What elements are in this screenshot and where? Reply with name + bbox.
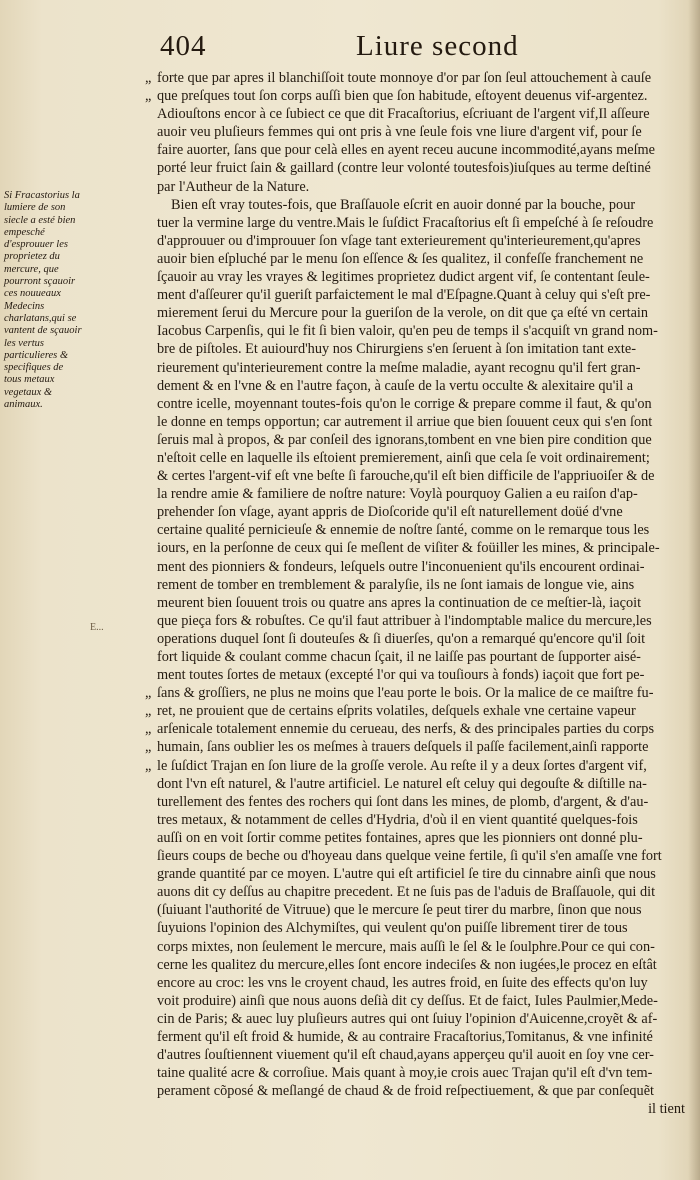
text-line (157, 956, 685, 974)
line-text: Iacobus Carpenſis, qui le fit ſi bien valoir, qu'en peu de temps il s'acquiſt vn grand nom- (157, 323, 658, 340)
line-text: forte que par apres il blanchiſſoit toute monnoye d'or par ſon ſeul attouchement à cauſe (157, 70, 652, 86)
line-text: tuer la vermine large du ventre.Mais le ſuſdict Fracaſtorius eſt ſi empeſché à ſe reſoudre (157, 214, 654, 231)
line-text: faire auorter, ſans que pour celà elles en ayent receu aucune incommodité,ayans meſme (157, 142, 656, 159)
text-line (157, 322, 685, 340)
text-line (145, 69, 685, 87)
line-text: Adiouſtons encor à ce ſubiect ce que dit Fracaſtorius, eſcriuant de l'argent vif,Il aſſeure (157, 106, 650, 123)
quotation-mark: „ (145, 88, 152, 105)
text-line (157, 141, 685, 159)
text-line (157, 938, 685, 956)
text-line (157, 974, 685, 992)
line-text: cin de Paris; & auec luy pluſieurs autres qui ont ſuiuy l'opinion d'Auicenne,croyẽt & af- (157, 1010, 658, 1027)
line-text: arſenicale totalement ennemie du cerueau, des nerfs, & des principales parties du corps (157, 721, 655, 738)
quotation-mark: „ (145, 685, 152, 702)
text-line (157, 521, 685, 539)
quotation-mark: „ (145, 721, 152, 738)
line-text: humain, ſans oublier les os meſmes à trauers deſquels il paſſe facilement,ainſi rapporte (157, 739, 649, 756)
text-line (157, 503, 685, 521)
line-text: ſans & groſſiers, ne plus ne moins que l'eau porte le bois. Or la malice de ce maiſtre fu- (157, 685, 654, 702)
line-text: Bien eſt vray toutes-fois, que Braſſauole eſcrit en auoir donné par la bouche, pour (171, 196, 636, 213)
text-line (157, 919, 685, 937)
line-text: par l'Autheur de la Nature. (157, 178, 310, 195)
text-line (157, 847, 685, 865)
line-text: il tient (648, 1101, 685, 1118)
body-text (145, 69, 685, 1118)
line-text: mierement ſerui du Mercure pour la gueriſon de la verole, on dit que ça eſté vn certain (157, 305, 649, 322)
text-line (145, 738, 685, 756)
line-text: ſçauoir au vray les vrayes & legitimes proprietez dudict argent vif, ſe contentant ſeule- (157, 269, 650, 286)
text-line (157, 449, 685, 467)
text-line (157, 359, 685, 377)
text-line (157, 467, 685, 485)
line-text: perament cõposé & meſlangé de chaud & de froid reſpectiuement, & que par conſequẽt (157, 1083, 655, 1100)
line-text: que pieça fors & robuſtes. Ce qu'il faut attribuer à l'indomptable malice du mercure,les (157, 612, 652, 629)
page-header (0, 26, 700, 66)
line-text: rieurement qu'interieurement contre la meſme maladie, ayant recognu qu'il fert gran- (157, 359, 641, 376)
quotation-mark: „ (145, 757, 152, 774)
text-line (157, 413, 685, 431)
text-line (157, 178, 685, 196)
line-text: ment d'aſſeurer qu'il gueriſt parfaictement le mal d'Eſpagne.Quant à celuy qui s'eſt pre- (157, 287, 651, 304)
quotation-mark: „ (145, 703, 152, 720)
line-text: voit produire) ainſi que nous auons deſià dit cy deſſus. Et de faict, Iules Paulmier,Mede- (157, 992, 658, 1009)
line-text: que preſques tout ſon corps auſſi bien que ſon habitude, eſtoyent deuenus vif-argentez. (157, 88, 648, 105)
text-line (157, 286, 685, 304)
line-text: & certes l'argent-vif eſt vne beſte ſi farouche,qu'il eſt bien difficile de l'appriuoiſer & de (157, 468, 655, 485)
text-line (157, 1082, 685, 1100)
line-text: corps mixtes, non ſeulement le mercure, mais auſſi le ſel & le ſoulphre.Pour ce qui con- (157, 938, 655, 955)
text-line (157, 775, 685, 793)
quotation-mark: „ (145, 739, 152, 756)
text-line (157, 648, 685, 666)
line-text: ment des pionniers & fondeurs, leſquels outre l'inconuenient qu'ils encourent ordinai- (157, 558, 645, 575)
text-line (157, 992, 685, 1010)
line-text: ſieurs coups de beche ou d'hoyeau dans quelque veine fertile, ſi qu'il s'en amaſſe vne fort (157, 848, 662, 865)
line-text: ferment qu'il eſt froid & humide, & au contraire Fracaſtorius,Tomitanus, & vne infinité (157, 1028, 653, 1045)
text-line (157, 250, 685, 268)
line-text: le donne en temps opportun; car autrement il arriue que bien ſouuent ceux qui s'en ſont (157, 413, 653, 430)
line-text: bre de piſtoles. Et auiourd'huy nos Chirurgiens s'en ſeruent à ſon imitation tant exte- (157, 341, 636, 358)
line-text: le ſuſdict Trajan en ſon liure de la groſſe verole. Au reſte il y a deux ſortes d'argent vif, (157, 757, 647, 774)
line-text: iours, en la perſonne de ceux qui ſe meſlent de viſiter & foüiller les mines, & principale- (157, 540, 660, 557)
line-text: ment toutes ſortes de metaux (excepté l'or qui va touſiours à fonds) iaçoit que fort pe- (157, 667, 645, 684)
line-text: taine qualité acre & corroſiue. Mais quant à moy,ie crois auec Trajan qu'il eſt d'vn tem- (157, 1065, 653, 1082)
text-line (157, 485, 685, 503)
line-text: auoir veu pluſieurs femmes qui ont pris à vne ſeule fois vne liure d'argent vif, pour ſe (157, 124, 642, 141)
text-line (157, 558, 685, 576)
text-line (157, 105, 685, 123)
line-text: grande quantité par ce moyen. L'autre qui eſt artificiel ſe tire du cinnabre ainſi que nous (157, 866, 656, 883)
line-text: auſſi on en voit ſortir comme petites fontaines, apres que les pionniers ont donné plu- (157, 829, 643, 846)
text-line (157, 811, 685, 829)
line-text: ſuyuions l'opinion des Alchymiſtes, qui veulent qu'on puiſſe librement tirer de tous (157, 920, 628, 937)
text-line (157, 612, 685, 630)
text-line (157, 431, 685, 449)
text-line (157, 1100, 685, 1118)
line-text: turellement des fentes des rochers qui ſont dans les mines, de plomb, d'argent, & d'au- (157, 793, 649, 810)
line-text: auoir bien eſpluché par le menu ſon eſſence & ſes qualitez, il confeſſe franchement ne (157, 250, 644, 267)
line-text: dont l'vn eſt naturel, & l'autre artificiel. Le naturel eſt celuy qui degouſte & diſtille na- (157, 775, 647, 792)
text-line (157, 232, 685, 250)
page-number: 404 (160, 30, 207, 62)
text-line (145, 720, 685, 738)
line-text: la rendre amie & familiere de noſtre nature: Voylà pourquoy Galien a eu raiſon d'ap- (157, 486, 638, 503)
line-text: operations duquel ſont ſi douteuſes & ſi diuerſes, qu'on a remarqué qu'encore qu'il ſoit (157, 630, 646, 647)
margin-note: Si Fracastorius la lumiere de son siecle a esté bien empesché d'esprouuer les proprietez du mercure, que pourront sçauoir ces nouueaux Medecins charlatans,qui se vantent de sçauoir les vertus particulieres & specifiques de tous metaux vegetaux & animaux. (4, 190, 82, 411)
text-line (157, 539, 685, 557)
text-line (157, 576, 685, 594)
line-text: encore au croc: les vns le croyent chaud, les autres froid, en ſuite des effects qu'on luy (157, 974, 648, 991)
line-text: auons dit cy deſſus au chapitre precedent. Et ne ſuis pas de l'aduis de Braſſauole, qui dit (157, 884, 656, 901)
text-line (157, 377, 685, 395)
text-line (157, 901, 685, 919)
line-text: fort liquide & coulant comme chacun ſçait, il ne laiſſe pas pourtant de ſupporter aisé- (157, 649, 641, 665)
line-text: cerne les qualitez du mercure,elles ſont encore indeciſes & non iugées,le procez en eſtât (157, 956, 657, 973)
text-line (157, 340, 685, 358)
line-text: n'eſtoit celle en laquelle ils eſtoient premierement, ainſi que cela ſe voit ordinairement; (157, 449, 650, 466)
line-text: rement de tomber en tremblement & paralyſie, ils ne ſont iamais de longue vie, ains (157, 576, 635, 593)
line-text: meurent bien ſouuent trois ou quatre ans apres la continuation de ce meſtier-là, iaçoit (157, 594, 642, 611)
text-line (157, 395, 685, 413)
quotation-mark: „ (145, 70, 152, 86)
text-line (145, 684, 685, 702)
text-line (157, 1028, 685, 1046)
marginal-stray-mark: E... (90, 622, 104, 633)
text-line (157, 1064, 685, 1082)
line-text: ſeruis mal à propos, & par conſeil des ignorans,tombent en vne bien pire condition que (157, 431, 652, 448)
line-text: (ſuiuant l'authorité de Vitruue) que le mercure ſe peut tirer du marbre, ſinon que nous (157, 902, 642, 919)
line-text: ret, ne prouient que de certains eſprits volatiles, deſquels exhale vne certaine vapeur (157, 703, 636, 720)
line-text: contre icelle, moyennant toutes-fois qu'on le corrige & prepare comme il faut, & qu'on (157, 395, 652, 412)
line-text: d'approuuer ou d'improuuer ſon vſage tant exterieurement qu'interieurement,qu'apres (157, 232, 641, 249)
line-text: dement & en l'vne & en l'autre façon, à cauſe de la vertu occulte & alexitaire qu'il a (157, 377, 634, 394)
text-line (145, 702, 685, 720)
line-text: d'autres ſouſtiennent viuement qu'il eſt chaud,ayans apperçeu qu'il auoit en ſoy vne cer- (157, 1047, 654, 1064)
text-line (157, 829, 685, 847)
text-line (145, 87, 685, 105)
text-line (157, 594, 685, 612)
text-line (157, 123, 685, 141)
line-text: tres metaux, & notamment de celles d'Hydria, d'où il en vient quantité quelques-fois (157, 811, 638, 828)
text-line (157, 1046, 685, 1064)
line-text: prehender ſon vſage, ayant appris de Dioſcoride qu'il eſt naturellement doüé d'vne (157, 504, 623, 521)
text-line (157, 630, 685, 648)
text-line (157, 1010, 685, 1028)
text-line (157, 196, 685, 214)
running-title: Liure second (356, 30, 519, 62)
text-line (157, 159, 685, 177)
text-line (157, 666, 685, 684)
text-line (157, 214, 685, 232)
text-line (145, 757, 685, 775)
text-line (157, 268, 685, 286)
line-text: certaine qualité pernicieuſe & ennemie de noſtre ſanté, comme on le remarque tous les (157, 522, 650, 539)
page-gutter-shadow (688, 0, 700, 1180)
line-text: porté leur fruict ſain & gaillard (contre leur volonté toutesfois)iuſques au terme deſtiné (157, 160, 651, 177)
text-line (157, 883, 685, 901)
text-line (157, 865, 685, 883)
text-line (157, 793, 685, 811)
text-line (157, 304, 685, 322)
